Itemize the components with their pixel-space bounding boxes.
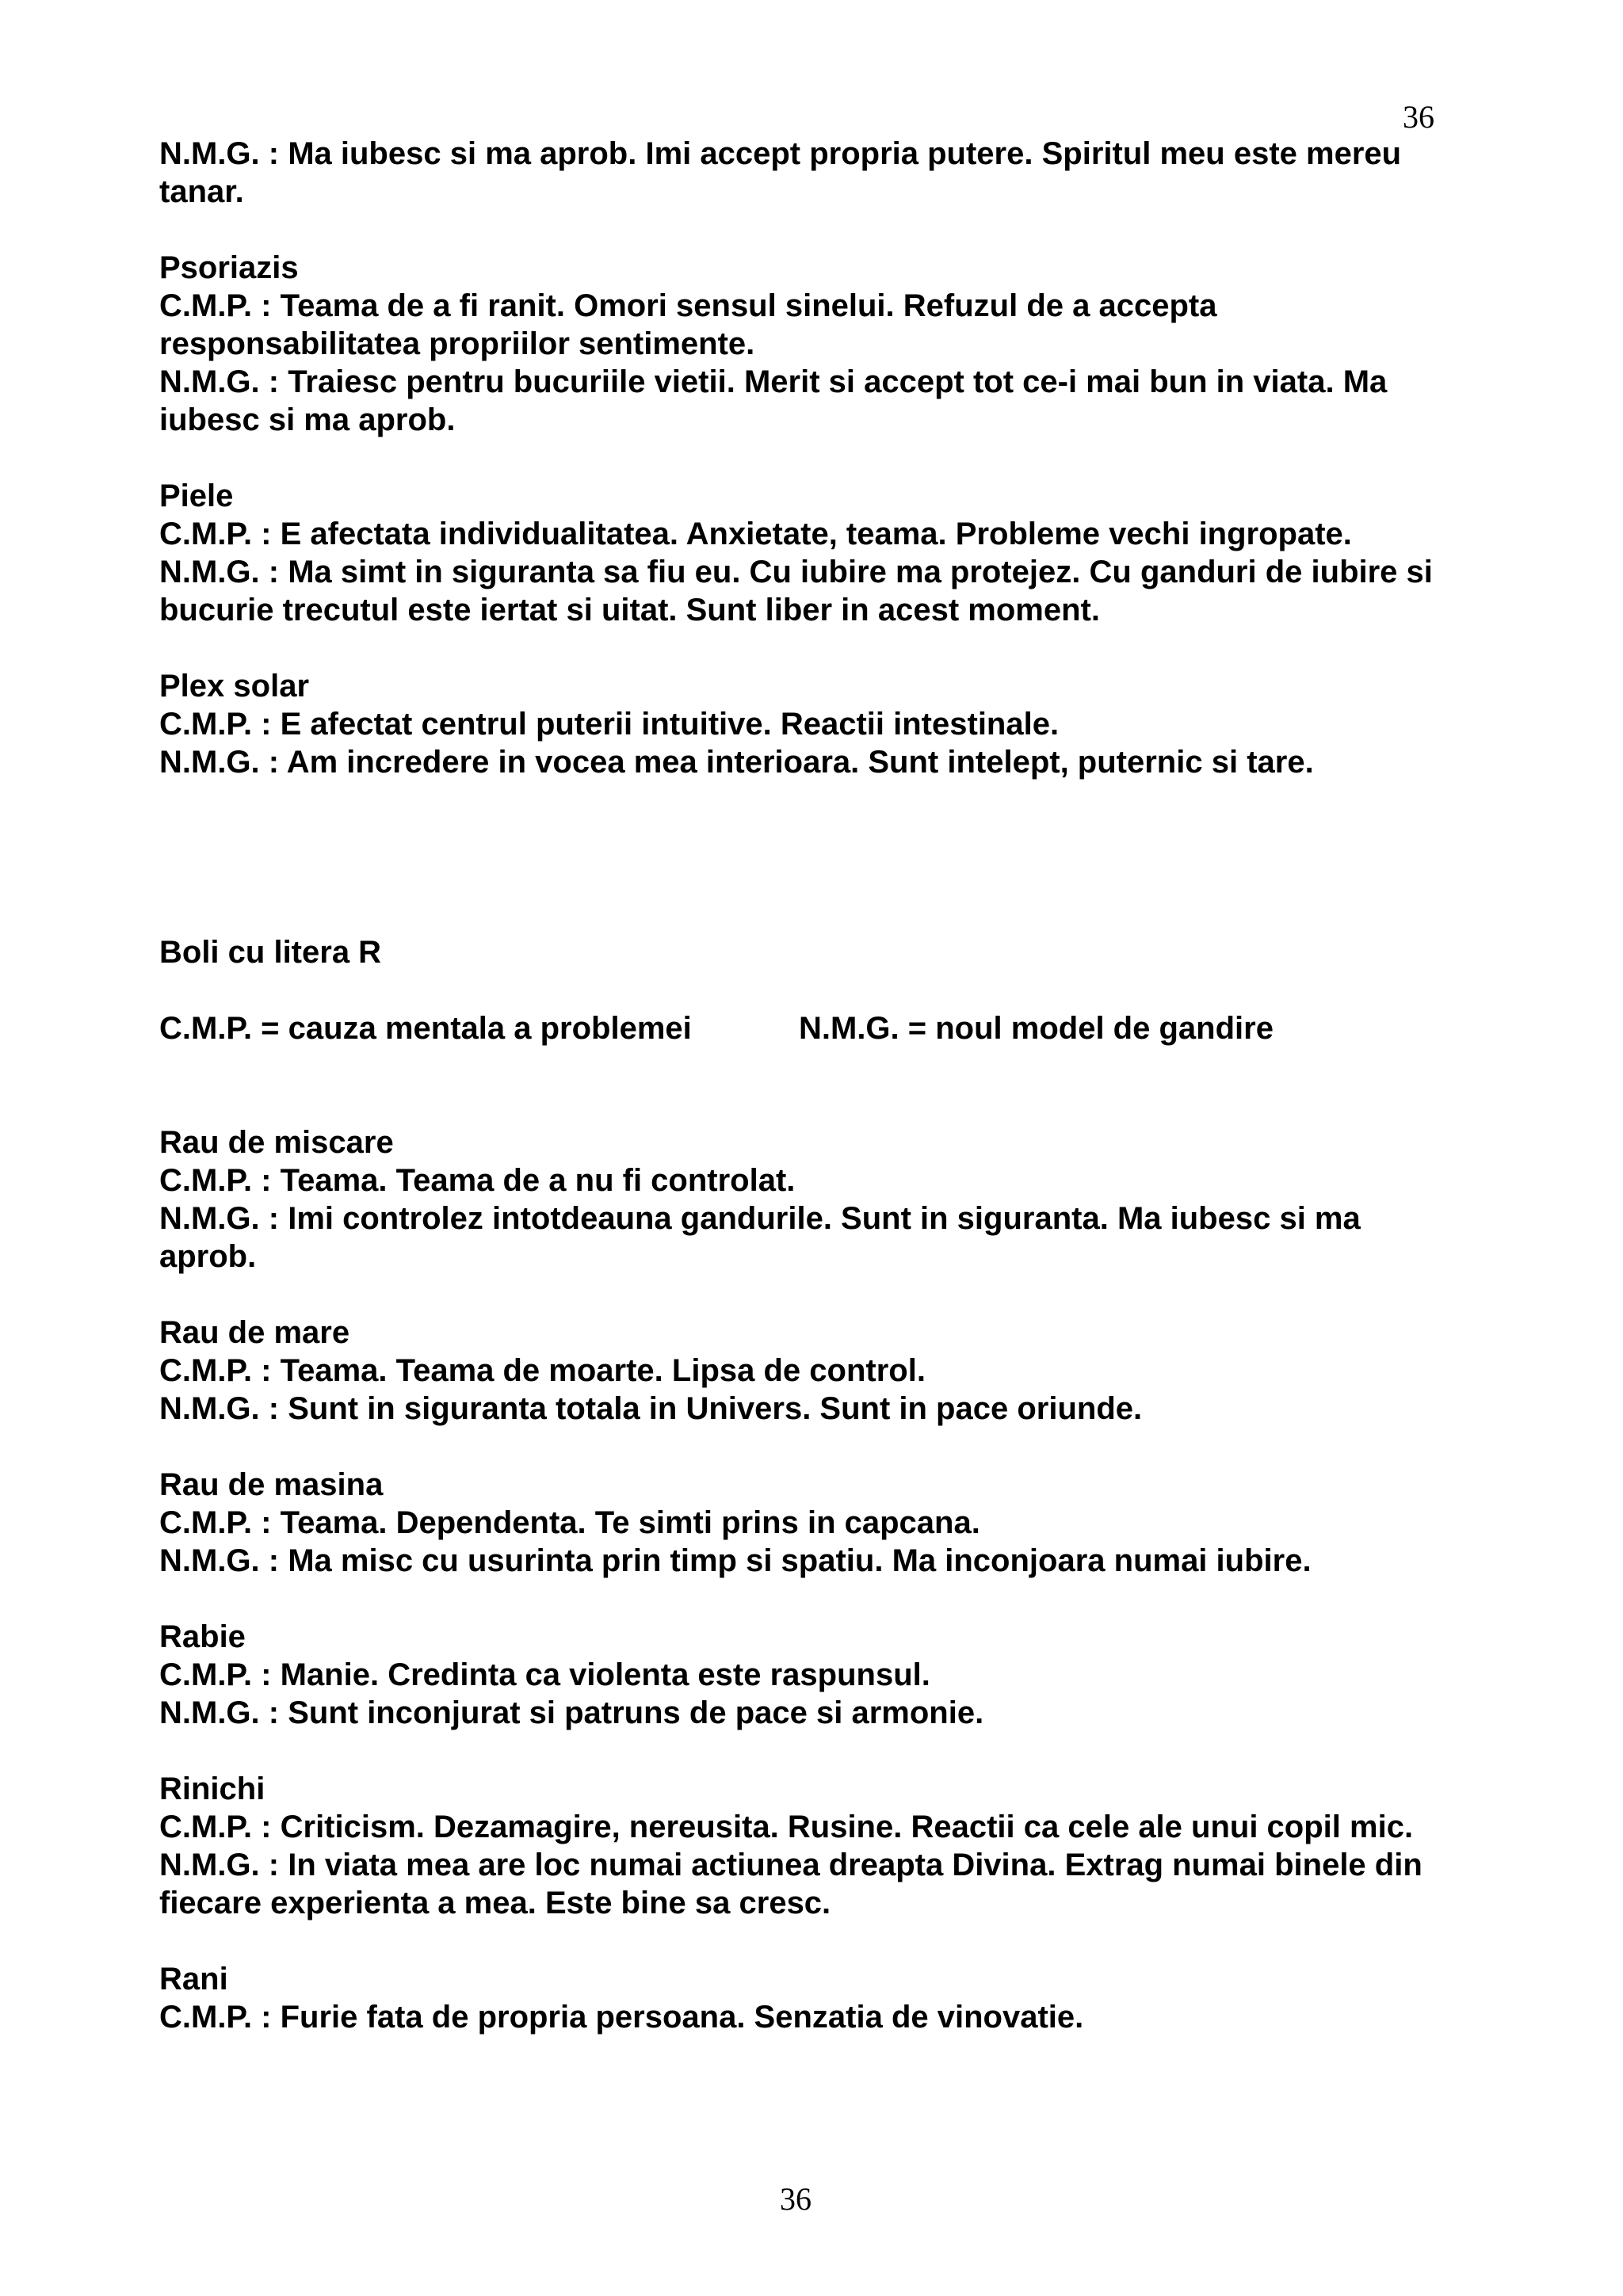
entry-nmg-text: N.M.G. : In viata mea are loc numai actiunea dreapta Divina. Extrag numai binele din fiecare experienta a mea. Este bine sa cresc.	[159, 1848, 1423, 1920]
section-heading: Boli cu litera R	[159, 935, 382, 970]
entry-title: Rau de mare	[159, 1315, 350, 1350]
entry-title: Rinichi	[159, 1772, 265, 1806]
entry-nmg-text: N.M.G. : Traiesc pentru bucuriile vietii. Merit si accept tot ce-i mai bun in viata. Ma iubesc si ma aprob.	[159, 364, 1388, 437]
entry-rabie	[159, 1618, 1459, 1732]
entry-rau-de-mare	[159, 1314, 1459, 1428]
entry-cmp-text: C.M.P. : Teama de a fi ranit. Omori sensul sinelui. Refuzul de a accepta responsabilitatea propriilor sentimente.	[159, 288, 1217, 361]
page-number-bottom: 36	[780, 2181, 812, 2217]
entry-nmg-text: N.M.G. : Ma misc cu usurinta prin timp si spatiu. Ma inconjoara numai iubire.	[159, 1543, 1312, 1578]
entry-cmp-text: C.M.P. : Manie. Credinta ca violenta este raspunsul.	[159, 1657, 930, 1692]
entry-title: Rabie	[159, 1619, 246, 1654]
entry-title: Psoriazis	[159, 250, 299, 285]
entry-title: Plex solar	[159, 669, 310, 704]
entry-cmp-text: C.M.P. : E afectat centrul puterii intuitive. Reactii intestinale.	[159, 707, 1060, 742]
entry-cmp-text: C.M.P. : Teama. Teama de a nu fi controlat.	[159, 1163, 796, 1198]
abbreviation-legend	[159, 1009, 1459, 1047]
entry-title: Rau de miscare	[159, 1125, 394, 1160]
intro-block	[159, 135, 1459, 211]
intro-nmg-text: N.M.G. : Ma iubesc si ma aprob. Imi accept propria putere. Spiritul meu este mereu tanar.	[159, 136, 1402, 209]
entry-nmg-text: N.M.G. : Sunt in siguranta totala in Univers. Sunt in pace oriunde.	[159, 1391, 1143, 1426]
entry-cmp-text: C.M.P. : Furie fata de propria persoana. Senzatia de vinovatie.	[159, 2000, 1084, 2035]
legend-spacer	[159, 1085, 1459, 1123]
entry-rani	[159, 1960, 1459, 2036]
legend-nmg: N.M.G. = noul model de gandire	[799, 1011, 1274, 1046]
entry-nmg-text: N.M.G. : Am incredere in vocea mea interioara. Sunt intelept, puternic si tare.	[159, 745, 1314, 780]
entry-title: Piele	[159, 479, 234, 513]
section-r-heading-block	[159, 933, 1459, 971]
entry-psoriazis	[159, 249, 1459, 439]
entry-cmp-text: C.M.P. : Teama. Teama de moarte. Lipsa de control.	[159, 1353, 926, 1388]
entry-nmg-text: N.M.G. : Ma simt in siguranta sa fiu eu. Cu iubire ma protejez. Cu ganduri de iubire si bucurie trecutul este iertat si uitat. Sunt liber in acest moment.	[159, 555, 1433, 627]
entry-cmp-text: C.M.P. : Teama. Dependenta. Te simti prins in capcana.	[159, 1505, 980, 1540]
legend-cmp: C.M.P. = cauza mentala a problemei	[159, 1011, 692, 1046]
entry-plex-solar	[159, 667, 1459, 781]
entry-piele	[159, 477, 1459, 629]
page-number-top: 36	[1403, 99, 1434, 135]
entry-title: Rau de masina	[159, 1467, 384, 1502]
entry-title: Rani	[159, 1962, 228, 1997]
entry-rinichi	[159, 1770, 1459, 1922]
section-spacer	[159, 781, 1459, 933]
entry-cmp-text: C.M.P. : Criticism. Dezamagire, nereusita. Rusine. Reactii ca cele ale unui copil mic.	[159, 1810, 1414, 1844]
entry-rau-de-miscare	[159, 1123, 1459, 1276]
entry-cmp-text: C.M.P. : E afectata individualitatea. Anxietate, teama. Probleme vechi ingropate.	[159, 517, 1352, 551]
entry-rau-de-masina	[159, 1466, 1459, 1580]
entry-nmg-text: N.M.G. : Imi controlez intotdeauna gandurile. Sunt in siguranta. Ma iubesc si ma aprob.	[159, 1201, 1361, 1274]
page-content	[159, 135, 1459, 2074]
entry-nmg-text: N.M.G. : Sunt inconjurat si patruns de pace si armonie.	[159, 1695, 984, 1730]
